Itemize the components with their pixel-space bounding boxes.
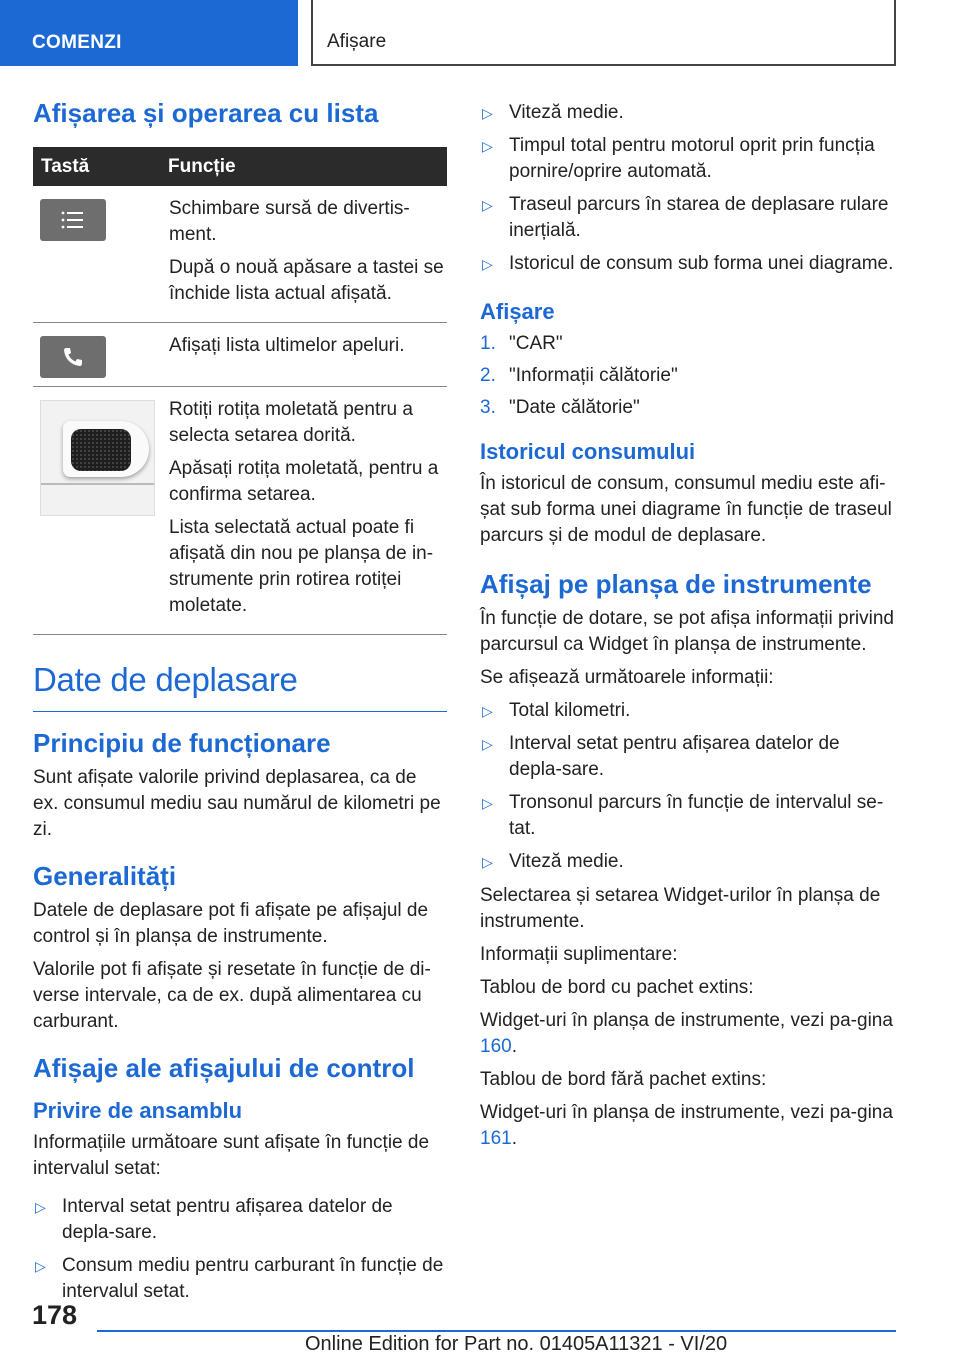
- triangle-bullet-icon: ▷: [482, 736, 493, 752]
- phone-icon[interactable]: [40, 336, 106, 378]
- table-cell-text: Rotiți rotița moletată pentru a selecta setarea dorită.: [169, 399, 413, 446]
- controller-knob-image: [40, 400, 155, 516]
- triangle-bullet-icon: ▷: [482, 795, 493, 811]
- table-cell-text: Afișați lista ultimelor apeluri.: [169, 335, 405, 356]
- list-item: ▷ Total kilometri.: [480, 698, 895, 724]
- list-item: 3. "Date călătorie": [480, 397, 640, 418]
- table-cell-text: Lista selectată actual poate fi afișată din nou pe planșa de in-strumente prin rotirea rotiței moletate.: [169, 517, 434, 616]
- triangle-bullet-icon: ▷: [482, 197, 493, 213]
- select-text: Selectarea și setarea Widget-urilor în planșa de instrumente.: [480, 885, 881, 932]
- footer-divider: [97, 1330, 896, 1332]
- table-cell-text: După o nouă apăsare a tastei se închide lista actual afișată.: [169, 257, 444, 304]
- table-header-key: Tastă: [33, 147, 155, 186]
- list-item: ▷ Interval setat pentru afișarea datelor de depla-sare.: [482, 733, 840, 780]
- privire-title: Privire de ansamblu: [33, 1098, 243, 1123]
- breadcrumb: [311, 0, 896, 66]
- steps-list: [480, 331, 895, 421]
- afisare-title: Afișare: [480, 299, 555, 324]
- overview-list: [33, 1194, 447, 1305]
- chapter-tab[interactable]: [0, 0, 298, 66]
- triangle-bullet-icon: ▷: [482, 138, 493, 154]
- section-title: Date de deplasare: [33, 661, 447, 712]
- list-item: ▷ Traseul parcurs în starea de deplasare rulare inerțială.: [482, 194, 889, 241]
- list-icon[interactable]: [40, 199, 106, 241]
- triangle-bullet-icon: ▷: [35, 1199, 46, 1215]
- knob-roller-icon: [71, 429, 131, 471]
- table-cell-text: Apăsați rotița moletată, pentru a confirma setarea.: [169, 458, 439, 505]
- page-link-161[interactable]: 161: [480, 1128, 512, 1149]
- list-item: 2. "Informații călătorie": [480, 365, 678, 386]
- left-column: [33, 96, 447, 1313]
- table-header-row: [33, 147, 447, 186]
- generalitati-text: Valorile pot fi afișate și resetate în funcție de di-verse intervale, ca de ex. după alimentarea cu carburant.: [33, 959, 431, 1032]
- info-text: Informații suplimentare:: [480, 944, 678, 965]
- list-section-title: Afișarea și operarea cu lista: [33, 98, 379, 128]
- triangle-bullet-icon: ▷: [482, 854, 493, 870]
- widget-info-list: [480, 698, 895, 875]
- table-row: [33, 186, 447, 323]
- widget-ref-text: Widget-uri în planșa de instrumente, vezi pa-gina 161.: [480, 1102, 893, 1149]
- list-item: ▷ Consum mediu pentru carburant în funcție de intervalul setat.: [35, 1255, 444, 1302]
- afisaj-title: Afișaj pe planșa de instrumente: [480, 569, 872, 599]
- principiu-title: Principiu de funcționare: [33, 728, 331, 758]
- table-row: [33, 323, 447, 387]
- table-row: [33, 387, 447, 635]
- istoric-title: Istoricul consumului: [480, 439, 696, 464]
- key-function-table: [33, 147, 447, 635]
- phone-icon-glyph: [61, 345, 85, 369]
- istoric-text: În istoricul de consum, consumul mediu este afi-șat sub forma unei diagrame în funcție de traseul parcurs și de modul de deplasare.: [480, 473, 892, 546]
- afisaj-text: Se afișează următoarele informații:: [480, 667, 774, 688]
- widget-ref-text: Widget-uri în planșa de instrumente, vezi pa-gina 160.: [480, 1010, 893, 1057]
- table-cell-text: Schimbare sursă de divertis-ment.: [169, 198, 410, 245]
- tablou-extins-text: Tablou de bord cu pachet extins:: [480, 977, 754, 998]
- triangle-bullet-icon: ▷: [482, 105, 493, 121]
- afisaje-title: Afișaje ale afișajului de control: [33, 1053, 415, 1083]
- list-item: 1. "CAR": [480, 333, 563, 354]
- afisaj-text: În funcție de dotare, se pot afișa informații privind parcursul ca Widget în planșa de instrumente.: [480, 608, 895, 655]
- overview-list-continued: [480, 100, 895, 277]
- generalitati-title: Generalități: [33, 861, 177, 891]
- list-item: ▷ Interval setat pentru afișarea datelor de depla-sare.: [35, 1196, 393, 1243]
- table-header-function: Funcție: [155, 147, 447, 186]
- triangle-bullet-icon: ▷: [35, 1258, 46, 1274]
- principiu-text: Sunt afișate valorile privind deplasarea, ca de ex. consumul mediu sau numărul de kilometri pe zi.: [33, 767, 441, 840]
- list-icon-glyph: [56, 209, 90, 231]
- triangle-bullet-icon: ▷: [482, 256, 493, 272]
- page-number: 178: [32, 1300, 78, 1330]
- list-item: ▷ Timpul total pentru motorul oprit prin funcția pornire/oprire automată.: [482, 135, 875, 182]
- footer-edition: Online Edition for Part no. 01405A11321 - VI/20: [305, 1333, 728, 1355]
- chapter-tab-label: COMENZI: [32, 32, 122, 53]
- list-item: ▷ Viteză medie.: [480, 849, 895, 875]
- right-column: [480, 100, 895, 1159]
- generalitati-text: Datele de deplasare pot fi afișate pe afișajul de control și în planșa de instrumente.: [33, 900, 429, 947]
- list-item: ▷ Tronsonul parcurs în funcție de intervalul se-tat.: [482, 792, 884, 839]
- list-item: ▷ Istoricul de consum sub forma unei diagrame.: [480, 251, 895, 277]
- breadcrumb-label: Afișare: [327, 31, 387, 52]
- page-link-160[interactable]: 160: [480, 1036, 512, 1057]
- triangle-bullet-icon: ▷: [482, 703, 493, 719]
- privire-text: Informațiile următoare sunt afișate în funcție de intervalul setat:: [33, 1132, 430, 1179]
- list-item: ▷ Viteză medie.: [480, 100, 895, 126]
- tablou-fara-text: Tablou de bord fără pachet extins:: [480, 1069, 767, 1090]
